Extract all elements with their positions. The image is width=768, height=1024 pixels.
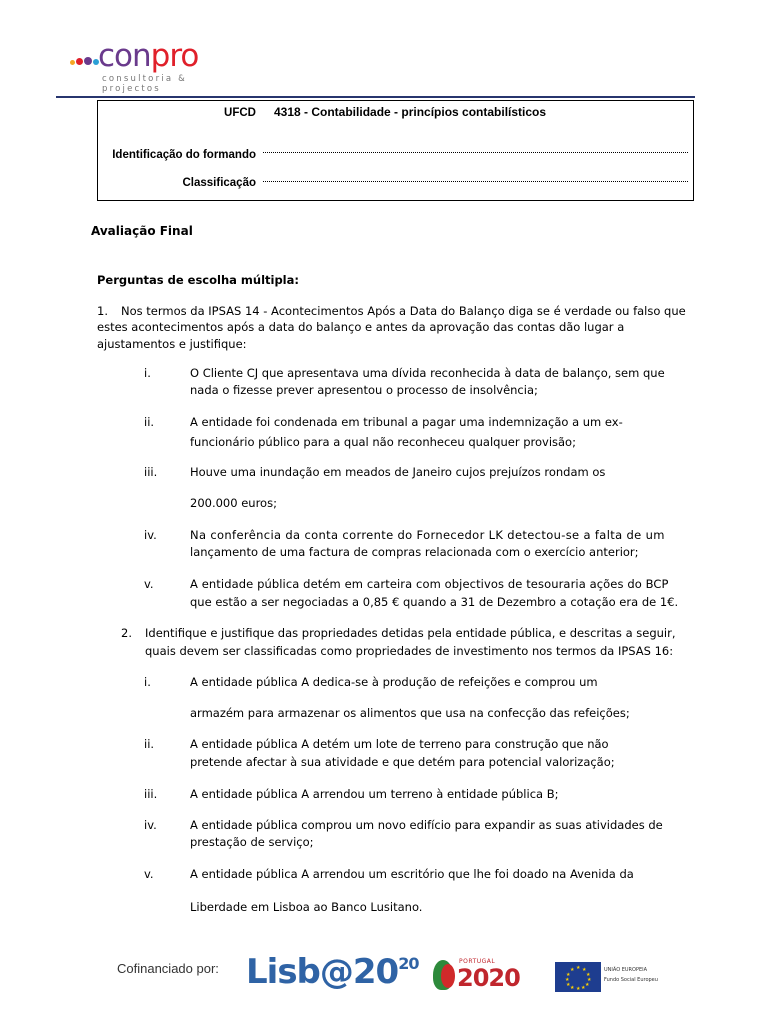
q2-item-text: A entidade pública A dedica-se à produção de refeições e comprou um (190, 675, 598, 689)
formando-label: Identificação do formando (112, 149, 256, 161)
q2-item-text: prestação de serviço; (190, 835, 314, 849)
q1-item-text: A entidade pública detém em carteira com objectivos de tesouraria ações do BCP (190, 577, 669, 591)
q1-text-line1: Nos termos da IPSAS 14 - Acontecimentos Após a Data do Balanço diga se é verdade ou falso que (121, 304, 686, 318)
q1-item-numeral: iii. (144, 465, 158, 479)
q1-item-text: Na conferência da conta corrente do Fornecedor LK detectou-se a falta de um (190, 528, 665, 542)
q1-item-text: A entidade foi condenada em tribunal a pagar uma indemnização a um ex- (190, 415, 623, 429)
formando-field[interactable] (263, 152, 688, 153)
ufcd-value: 4318 - Contabilidade - princípios contabilísticos (274, 105, 547, 119)
section-heading: Perguntas de escolha múltipla: (97, 273, 299, 287)
formando-row (98, 149, 256, 163)
eu-line2: Fundo Social Europeu (604, 977, 658, 983)
eu-text (604, 965, 658, 985)
lisboa2020-logo: $Lisb@20^{20}$ (246, 952, 419, 992)
conpro-logo (68, 38, 248, 94)
q2-item-numeral: v. (144, 867, 154, 881)
q1-item-numeral: v. (144, 577, 154, 591)
q2-item-text: A entidade pública comprou um novo edifício para expandir as suas atividades de (190, 818, 663, 832)
q1-text-line3: ajustamentos e justifique: (97, 337, 247, 351)
logo-wordmark: conpro (98, 38, 199, 74)
q1-number: 1. (97, 304, 108, 318)
eu-line1: UNIÃO EUROPEIA (604, 967, 648, 973)
ufcd-row (98, 107, 256, 121)
q2-item-text: armazém para armazenar os alimentos que usa na confecção das refeições; (190, 706, 630, 720)
q1-item-numeral: iv. (144, 528, 157, 542)
q1-item-numeral: ii. (144, 415, 155, 429)
classificacao-label: Classificação (182, 177, 256, 189)
q1-item-text: O Cliente CJ que apresentava uma dívida reconhecida à data de balanço, sem que (190, 366, 665, 380)
q2-item-text: A entidade pública A arrendou um terreno à entidade pública B; (190, 787, 559, 801)
q1-item-text: 200.000 euros; (190, 496, 277, 510)
portugal2020-label: PORTUGAL (459, 958, 496, 965)
q1-item-text: Houve uma inundação em meados de Janeiro cujos prejuízos rondam os (190, 465, 606, 479)
identification-box (97, 100, 694, 201)
q1-text-line2: estes acontecimentos após a data do balanço e antes da aprovação das contas dão lugar a (97, 320, 625, 334)
q1-item-text: funcionário público para a qual não reconheceu qualquer provisão; (190, 435, 576, 449)
q2-item-text: pretende afectar à sua atividade e que detém para potencial valorização; (190, 755, 615, 769)
q2-item-text: A entidade pública A detém um lote de terreno para construção que não (190, 737, 609, 751)
portugal2020-number: 2020 (457, 964, 520, 992)
document-title: Avaliação Final (91, 224, 193, 238)
logo-subtitle: consultoria & projectos (102, 74, 187, 94)
q2-item-numeral: iv. (144, 818, 157, 832)
q2-text-line2: quais devem ser classificadas como propriedades de investimento nos termos da IPSAS 16: (145, 644, 674, 658)
cofinanciado-label: Cofinanciado por: (117, 961, 219, 976)
classificacao-field[interactable] (263, 181, 688, 182)
q2-text-line1: Identifique e justifique das propriedades detidas pela entidade pública, e descritas a seguir, (145, 626, 676, 640)
header-rule (56, 96, 695, 98)
q1-item-text: nada o fizesse prever apresentou o processo de insolvência; (190, 383, 538, 397)
q2-item-numeral: ii. (144, 737, 155, 751)
ufcd-label: UFCD (224, 107, 256, 119)
classificacao-row (98, 177, 256, 191)
q2-item-numeral: iii. (144, 787, 158, 801)
portugal2020-leaf-icon (441, 964, 455, 988)
q2-item-numeral: i. (144, 675, 151, 689)
portugal2020-logo (433, 958, 543, 992)
q1-item-text: lançamento de uma factura de compras relacionada com o exercício anterior; (190, 545, 639, 559)
eu-flag-icon: ★ ★ ★ ★ ★ ★ ★ ★ ★ ★ ★ ★ (555, 962, 601, 992)
q1-item-numeral: i. (144, 366, 151, 380)
q2-number: 2. (121, 626, 132, 640)
logo-dots (70, 50, 100, 69)
q1-item-text: que estão a ser negociadas a 0,85 € quando a 31 de Dezembro a cotação era de 1€. (190, 595, 679, 609)
q2-item-text: Liberdade em Lisboa ao Banco Lusitano. (190, 900, 423, 914)
q2-item-text: A entidade pública A arrendou um escritório que lhe foi doado na Avenida da (190, 867, 634, 881)
